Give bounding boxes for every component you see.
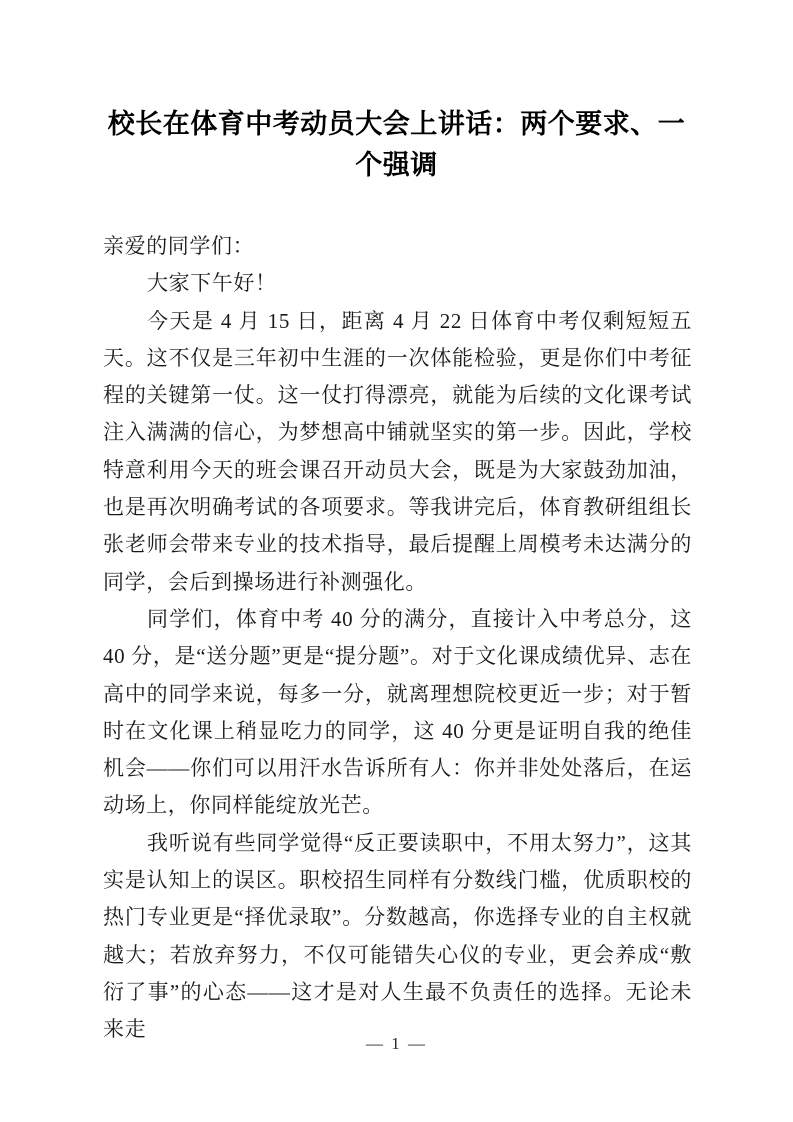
paragraph-exam-countdown: 今天是 4 月 15 日，距离 4 月 22 日体育中考仅剩短短五天。这不仅是三年初中生涯的一次体能检验，更是你们中考征程的关键第一仗。这一仗打得漂亮，就能为后续的文化课考试注入满满的信心，为梦想高中铺就坚实的第一步。因此，学校特意利用今天的班会课召开动员大会，既是为大家鼓劲加油，也是再次明确考试的各项要求。等我讲完后，体育教研组组长张老师会带来专业的技术指导，最后提醒上周模考未达满分的同学，会后到操场进行补测强化。 [103, 308, 692, 594]
paragraph-greeting: 大家下午好！ [147, 271, 277, 296]
paragraph-vocational-school: 我听说有些同学觉得“反正要读职中，不用太努力”，这其实是认知上的误区。职校招生同样有分数线门槛，优质职校的热门专业更是“择优录取”。分数越高，你选择专业的自主权就越大；若放弃努力，不仅可能错失心仪的专业，更会养成“敷衍了事”的心态——这才是对人生最不负责任的选择。无论未来走 [103, 830, 692, 1042]
paragraph-forty-points: 同学们，体育中考 40 分的满分，直接计入中考总分，这 40 分，是“送分题”更是“提分题”。对于文化课成绩优异、志在高中的同学来说，每多一分，就离理想院校更近一步；对于暂时在文化课上稍显吃力的同学，这 40 分更是证明自我的绝佳机会——你们可以用汗水告诉所有人：你并非处处落后，在运动场上，你同样能绽放光芒。 [103, 606, 692, 818]
page-number-footer: — 1 — [366, 1034, 427, 1053]
salutation: 亲爱的同学们： [103, 234, 255, 258]
page-title: 校长在体育中考动员大会上讲话：两个要求、一个强调 [107, 109, 686, 180]
document-body [103, 228, 692, 1049]
